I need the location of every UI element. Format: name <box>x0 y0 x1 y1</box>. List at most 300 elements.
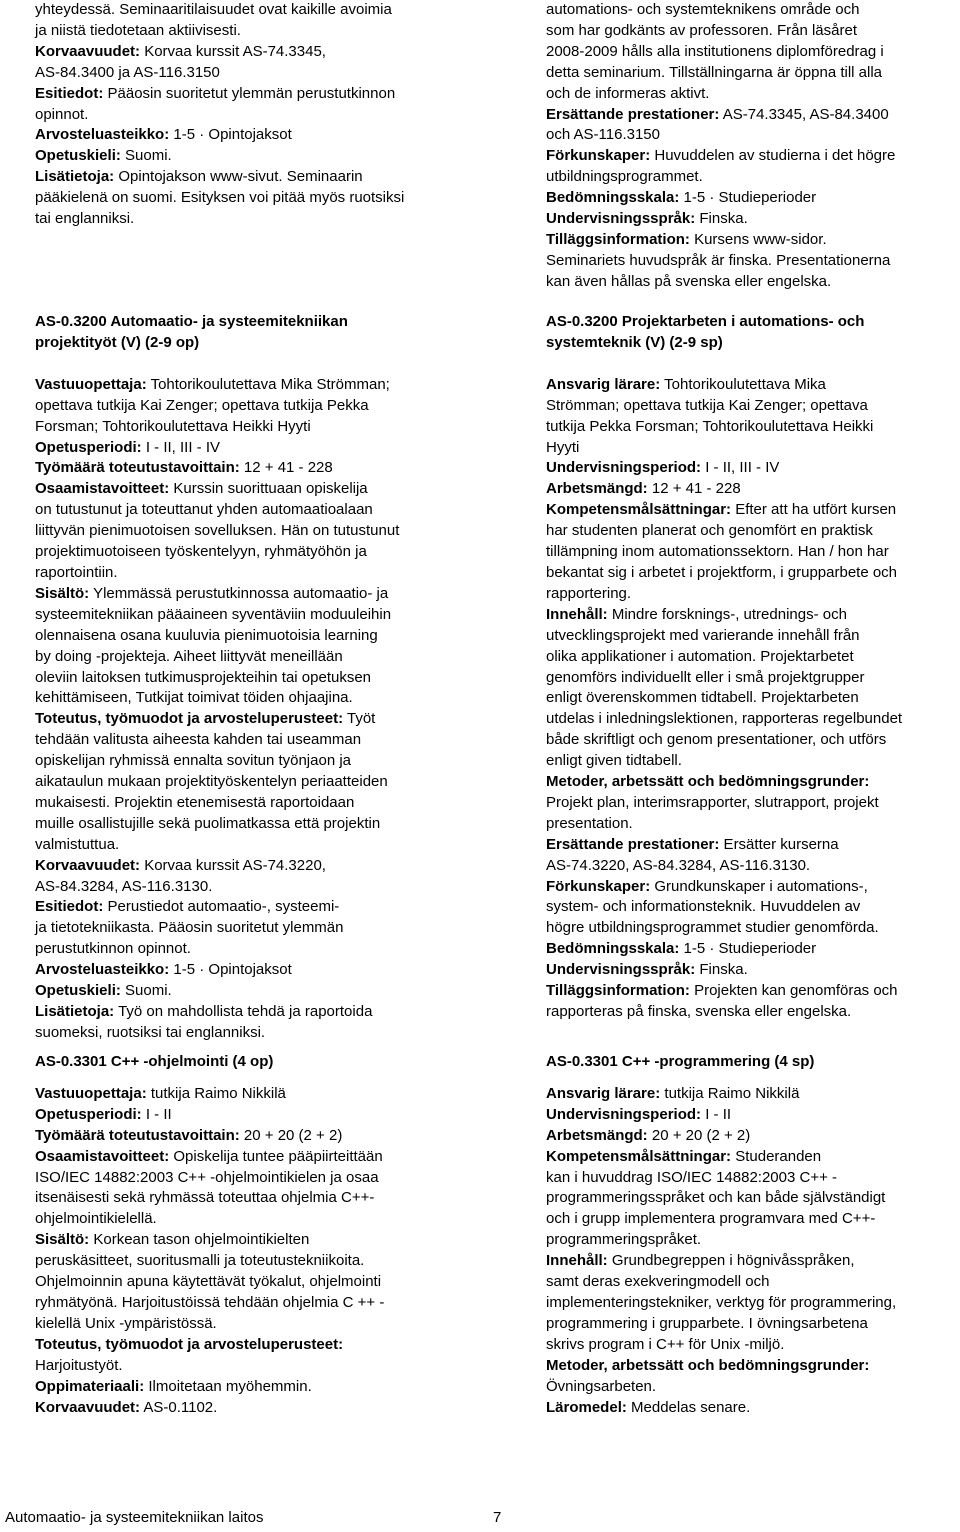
text-line <box>546 751 960 772</box>
field-text: opettava tutkija Kai Zenger; opettava tutkija Pekka <box>35 396 369 414</box>
field-label: Opetuskieli: <box>35 982 121 1000</box>
footer-department: Automaatio- ja systeemitekniikan laitos <box>5 1509 264 1526</box>
text-line <box>546 1377 960 1398</box>
page-number: 7 <box>493 1509 502 1526</box>
text-line <box>546 1251 960 1272</box>
text-line <box>546 146 960 167</box>
field-label: Lisätietoja: <box>35 1003 115 1020</box>
text-line <box>35 0 475 21</box>
field-text: Ersätter kurserna <box>719 835 839 853</box>
field-text: kielellä Unix -ympäristössä. <box>35 1314 217 1332</box>
field-text: Finska. <box>695 210 748 228</box>
text-line <box>35 981 475 1002</box>
course-title-line: AS-0.3301 C++ -ohjelmointi (4 op) <box>35 1053 274 1070</box>
field-text: itsenäisesti sekä ryhmässä toteuttaa ohjelmia C++- <box>35 1189 375 1207</box>
text-line <box>35 63 475 84</box>
text-line <box>546 1168 960 1189</box>
text-line <box>35 1105 475 1126</box>
text-line <box>35 209 475 230</box>
field-text: både skriftligt och genom presentationer, och utförs <box>546 731 887 749</box>
text-line <box>35 939 475 960</box>
field-text: AS-74.3220, AS-84.3284, AS-116.3130. <box>546 856 811 874</box>
text-line <box>546 84 960 105</box>
field-label: Innehåll: <box>546 605 608 623</box>
course-title <box>35 1052 475 1073</box>
text-line <box>35 1293 475 1314</box>
text-line <box>546 626 960 647</box>
course-description <box>35 1084 475 1419</box>
field-text: perustutkinnon opinnot. <box>35 940 191 958</box>
field-text: I - II <box>141 1105 172 1123</box>
field-label: Undervisningsspråk: <box>546 961 696 979</box>
text-line <box>546 981 960 1002</box>
text-line <box>546 1209 960 1230</box>
text-line <box>546 125 960 146</box>
field-text: rapportering. <box>546 584 632 602</box>
text-line <box>35 167 475 188</box>
field-text: kan även hållas på svenska eller engelska. <box>546 272 832 290</box>
field-label: Läromedel: <box>546 1398 627 1416</box>
text-line <box>35 584 475 605</box>
field-text: programmering i grupparbete. I övningsarbetena <box>546 1314 868 1332</box>
text-line <box>35 772 475 793</box>
text-line <box>35 960 475 981</box>
field-label: Opetusperiodi: <box>35 1105 142 1123</box>
field-text: mukaisesti. Projektin etenemisestä raportoidaan <box>35 793 355 811</box>
text-line <box>546 105 960 126</box>
field-label: Bedömningsskala: <box>546 940 680 958</box>
text-line <box>546 0 960 21</box>
right-top-block <box>546 0 960 293</box>
left-course-as-0-3200 <box>35 312 475 1044</box>
text-line <box>546 42 960 63</box>
text-line <box>35 1023 475 1044</box>
field-text: Hyyti <box>546 438 580 456</box>
field-label: Korvaavuudet: <box>35 1398 141 1416</box>
text-line <box>546 479 960 500</box>
field-text: Meddelas senare. <box>626 1398 751 1416</box>
text-line <box>35 563 475 584</box>
field-text: system- och informationsteknik. Huvuddelen av <box>546 898 861 916</box>
field-label: Förkunskaper: <box>546 147 651 165</box>
field-text: opinnot. <box>35 105 89 123</box>
field-text: implementeringstekniker, verktyg för programmering, <box>546 1293 897 1311</box>
field-text: muille osallistujille sekä puolimatkassa että projektin <box>35 814 381 832</box>
field-label: Ersättande prestationer: <box>546 835 720 853</box>
field-text: Harjoitustyöt. <box>35 1356 123 1374</box>
field-text: ISO/IEC 14882:2003 C++ -ohjelmointikielen ja osaa <box>35 1168 379 1186</box>
text-line <box>35 709 475 730</box>
field-label: Vastuuopettaja: <box>35 1084 147 1102</box>
text-line <box>35 835 475 856</box>
right-course-as-0-3301 <box>546 1052 960 1418</box>
field-text: Työt <box>343 710 376 728</box>
field-text: 1-5 · Opintojaksot <box>169 126 292 144</box>
course-title-line: AS-0.3200 Automaatio- ja systeemitekniikan <box>35 313 348 330</box>
text-line <box>35 1188 475 1209</box>
text-line <box>35 125 475 146</box>
field-text: tutkija Raimo Nikkilä <box>146 1084 286 1102</box>
text-line <box>546 793 960 814</box>
field-text: Ohjelmoinnin apuna käytettävät työkalut, ohjelmointi <box>35 1273 382 1291</box>
field-text: systeemitekniikan pääaineen syventäviin moduuleihin <box>35 605 392 623</box>
field-text: rapporteras på finska, svenska eller engelska. <box>546 1003 852 1020</box>
text-line <box>546 856 960 877</box>
text-line <box>35 1147 475 1168</box>
field-text: I - II, III - IV <box>141 438 221 456</box>
right-course-as-0-3200 <box>546 312 960 1023</box>
text-line <box>35 146 475 167</box>
text-line <box>35 1126 475 1147</box>
text-line <box>546 1002 960 1023</box>
field-text: 2008-2009 hålls alla institutionens diplomföredrag i <box>546 42 884 60</box>
field-text: 20 + 20 (2 + 2) <box>239 1126 343 1144</box>
field-text: genomförs individuellt eller i små projektgrupper <box>546 668 865 686</box>
field-text: tillämpning inom automationssektorn. Han / hon har <box>546 543 889 561</box>
field-label: Innehåll: <box>546 1252 608 1270</box>
field-text: utvecklingsprojekt med varierande innehåll från <box>546 626 860 644</box>
field-text: Mindre forsknings-, utrednings- och <box>607 605 847 623</box>
text-line <box>546 960 960 981</box>
field-label: Kompetensmålsättningar: <box>546 501 732 519</box>
text-line <box>546 1293 960 1314</box>
text-line <box>35 751 475 772</box>
field-text: AS-84.3400 ja AS-116.3150 <box>35 63 220 81</box>
text-line <box>546 251 960 272</box>
field-text: AS-74.3345, AS-84.3400 <box>719 105 889 123</box>
field-text: Perustiedot automaatio-, systeemi- <box>103 898 340 916</box>
text-line <box>546 1356 960 1377</box>
field-label: Opetusperiodi: <box>35 438 142 456</box>
field-text: 1-5 · Opintojaksot <box>169 961 292 979</box>
text-line <box>546 230 960 251</box>
text-line <box>35 500 475 521</box>
field-label: Lisätietoja: <box>35 168 115 186</box>
field-text: utbildningsprogrammet. <box>546 168 703 186</box>
text-line <box>35 21 475 42</box>
field-text: Strömman; opettava tutkija Kai Zenger; opettava <box>546 396 868 414</box>
field-text: aikataulun mukaan projektityöskentelyn periaatteiden <box>35 773 388 791</box>
field-text: Opiskelija tuntee pääpiirteittään <box>169 1147 383 1165</box>
text-line <box>546 167 960 188</box>
field-label: Esitiedot: <box>35 84 104 102</box>
text-line <box>35 605 475 626</box>
field-text: presentation. <box>546 814 633 832</box>
text-line <box>35 396 475 417</box>
field-text: pääkielenä on suomi. Esityksen voi pitää myös ruotsiksi <box>35 189 405 207</box>
field-text: utdelas i inledningslektionen, rapporteras regelbundet <box>546 710 903 728</box>
text-line <box>35 438 475 459</box>
field-text: projektimuotoiseen työskentelyyn, ryhmätyöhön ja <box>35 543 367 561</box>
text-line <box>546 772 960 793</box>
left-course-as-0-3301 <box>35 1052 475 1418</box>
left-top-block <box>35 0 475 230</box>
text-line <box>35 521 475 542</box>
text-line <box>546 1398 960 1419</box>
text-line <box>35 1084 475 1105</box>
text-line <box>546 417 960 438</box>
field-text: olennaisena osana kuuluvia pienimuotoisia learning <box>35 626 378 644</box>
field-label: Metoder, arbetssätt och bedömningsgrunder: <box>546 773 870 791</box>
course-title-line: projektityöt (V) (2-9 op) <box>35 333 200 351</box>
text-line <box>35 1335 475 1356</box>
text-line <box>35 1356 475 1377</box>
field-text: automations- och systemteknikens område och <box>546 1 860 18</box>
field-label: Osaamistavoitteet: <box>35 480 170 498</box>
text-line <box>35 688 475 709</box>
text-line <box>546 272 960 293</box>
text-line <box>35 1272 475 1293</box>
field-label: Oppimateriaali: <box>35 1377 145 1395</box>
field-text: valmistuttua. <box>35 835 120 853</box>
field-label: Ansvarig lärare: <box>546 1084 661 1102</box>
field-text: programmeringspråket. <box>546 1231 702 1249</box>
field-text: Kurssin suorittuaan opiskelija <box>169 480 368 498</box>
text-line <box>546 1314 960 1335</box>
text-line <box>546 1335 960 1356</box>
text-line <box>546 1272 960 1293</box>
text-line <box>546 375 960 396</box>
course-description <box>546 375 960 1023</box>
text-line <box>546 877 960 898</box>
field-text: AS-0.1102. <box>140 1398 218 1416</box>
field-text: enligt överenskommen tidtabell. Projektarbeten <box>546 689 859 707</box>
field-text: Pääosin suoritetut ylemmän perustutkinnon <box>103 84 396 102</box>
field-text: kan i huvuddrag ISO/IEC 14882:2003 C++ - <box>546 1168 838 1186</box>
field-text: högre utbildningsprogrammet studier genomförda. <box>546 919 879 937</box>
field-text: detta seminarium. Tillställningarna är öppna till alla <box>546 63 883 81</box>
field-text: ohjelmointikielellä. <box>35 1210 157 1228</box>
field-text: Korkean tason ohjelmointikielten <box>89 1231 310 1249</box>
text-line <box>546 500 960 521</box>
field-label: Förkunskaper: <box>546 877 651 895</box>
text-line <box>546 709 960 730</box>
field-text: Ylemmässä perustutkinnossa automaatio- ja <box>89 584 389 602</box>
field-text: Projekt plan, interimsrapporter, slutrapport, projekt <box>546 793 879 811</box>
text-line <box>35 647 475 668</box>
text-line <box>546 1105 960 1126</box>
field-text: 12 + 41 - 228 <box>239 459 333 477</box>
text-line <box>35 417 475 438</box>
field-text: I - II <box>701 1105 732 1123</box>
field-text: Suomi. <box>120 147 172 165</box>
field-text: suomeksi, ruotsiksi tai englanniksi. <box>35 1023 266 1041</box>
field-label: Arbetsmängd: <box>546 1126 648 1144</box>
field-label: Arvosteluasteikko: <box>35 126 170 144</box>
field-label: Sisältö: <box>35 1231 90 1249</box>
field-text: by doing -projekteja. Aiheet liittyvät meneillään <box>35 647 343 665</box>
field-label: Korvaavuudet: <box>35 42 141 60</box>
field-text: Tohtorikoulutettava Mika <box>660 375 826 393</box>
course-description <box>35 375 475 1044</box>
text-line <box>35 1398 475 1419</box>
field-text: ja niistä tiedotetaan aktiivisesti. <box>35 21 241 39</box>
field-label: Vastuuopettaja: <box>35 375 147 393</box>
text-line <box>546 1188 960 1209</box>
field-label: Toteutus, työmuodot ja arvosteluperusteet: <box>35 1335 344 1353</box>
text-line <box>35 84 475 105</box>
field-text: ryhmätyönä. Harjoitustöissä tehdään ohjelmia C ++ - <box>35 1293 385 1311</box>
field-label: Ersättande prestationer: <box>546 105 720 123</box>
text-line <box>546 542 960 563</box>
text-line <box>35 877 475 898</box>
field-text: Finska. <box>695 961 748 979</box>
field-text: Forsman; Tohtorikoulutettava Heikki Hyyti <box>35 417 311 435</box>
field-label: Osaamistavoitteet: <box>35 1147 170 1165</box>
text-line <box>546 438 960 459</box>
field-text: samt deras exekveringmodell och <box>546 1273 770 1291</box>
text-line <box>546 605 960 626</box>
field-text: tutkija Pekka Forsman; Tohtorikoulutettava Heikki <box>546 417 874 435</box>
field-text: tai englanniksi. <box>35 210 135 228</box>
field-text: Huvuddelen av studierna i det högre <box>650 147 896 165</box>
text-line <box>35 1377 475 1398</box>
text-line <box>35 42 475 63</box>
field-label: Undervisningsperiod: <box>546 1105 702 1123</box>
field-label: Korvaavuudet: <box>35 856 141 874</box>
text-line <box>35 668 475 689</box>
text-line <box>546 21 960 42</box>
course-title-line: AS-0.3301 C++ -programmering (4 sp) <box>546 1053 815 1070</box>
field-label: Tilläggsinformation: <box>546 982 690 1000</box>
field-text: Tohtorikoulutettava Mika Strömman; <box>146 375 390 393</box>
text-line <box>35 1002 475 1023</box>
field-text: Suomi. <box>120 982 172 1000</box>
field-label: Metoder, arbetssätt och bedömningsgrunder: <box>546 1356 870 1374</box>
text-line <box>35 918 475 939</box>
field-label: Arvosteluasteikko: <box>35 961 170 979</box>
course-description <box>546 1084 960 1419</box>
field-text: Kursens www-sidor. <box>689 230 827 248</box>
text-line <box>546 521 960 542</box>
text-line <box>35 730 475 751</box>
field-text: Opintojakson www-sivut. Seminaarin <box>114 168 363 186</box>
field-text: skrivs program i C++ för Unix -miljö. <box>546 1335 785 1353</box>
text-line <box>35 1168 475 1189</box>
text-line <box>35 1209 475 1230</box>
text-line <box>35 105 475 126</box>
field-text: bekantat sig i arbetet i projektform, i grupparbete och <box>546 563 898 581</box>
field-label: Arbetsmängd: <box>546 480 648 498</box>
text-line <box>546 730 960 751</box>
field-text: raportointiin. <box>35 563 118 581</box>
field-text: Korvaa kurssit AS-74.3345, <box>140 42 326 60</box>
text-line <box>546 584 960 605</box>
text-line <box>546 396 960 417</box>
text-line <box>35 188 475 209</box>
text-line <box>546 458 960 479</box>
field-text: Projekten kan genomföras och <box>689 982 898 1000</box>
field-text: Övningsarbeten. <box>546 1377 657 1395</box>
text-line <box>35 1251 475 1272</box>
text-line <box>546 1126 960 1147</box>
field-label: Sisältö: <box>35 584 90 602</box>
field-text: Studeranden <box>731 1147 822 1165</box>
field-text: 20 + 20 (2 + 2) <box>647 1126 751 1144</box>
field-label: Työmäärä toteutustavoittain: <box>35 459 240 477</box>
field-label: Tilläggsinformation: <box>546 230 690 248</box>
text-line <box>546 188 960 209</box>
course-title-line: systemteknik (V) (2-9 sp) <box>546 333 723 351</box>
field-text: kehittämiseen, Tutkijat toimivat töiden ohjaajina. <box>35 689 353 707</box>
text-line <box>546 918 960 939</box>
text-line <box>35 375 475 396</box>
field-text: oleviin laitoksen tutkimusprojekteihin tai opetuksen <box>35 668 372 686</box>
text-line <box>546 209 960 230</box>
field-text: tehdään valitusta aiheesta kahden tai useamman <box>35 731 362 749</box>
course-title <box>35 312 475 354</box>
field-text: har studenten planerat och genomfört en praktisk <box>546 522 873 540</box>
field-label: Toteutus, työmuodot ja arvosteluperusteet: <box>35 710 344 728</box>
text-line <box>546 63 960 84</box>
text-line <box>35 1314 475 1335</box>
text-line <box>546 647 960 668</box>
text-line <box>546 897 960 918</box>
field-text: liittyvän pienimuotoisen sovelluksen. Hän on tutustunut <box>35 522 400 540</box>
text-line <box>546 939 960 960</box>
field-text: och de informeras aktivt. <box>546 84 710 102</box>
field-label: Työmäärä toteutustavoittain: <box>35 1126 240 1144</box>
field-text: och i grupp implementera programvara med C++- <box>546 1210 876 1228</box>
field-text: Seminariets huvudspråk är finska. Presentationerna <box>546 251 891 269</box>
text-line <box>35 626 475 647</box>
field-text: som har godkänts av professoren. Från läsåret <box>546 21 857 39</box>
field-text: Työ on mahdollista tehdä ja raportoida <box>114 1003 373 1020</box>
text-line <box>546 835 960 856</box>
field-text: olika applikationer i automation. Projektarbetet <box>546 647 854 665</box>
text-line <box>35 542 475 563</box>
field-text: och AS-116.3150 <box>546 126 660 144</box>
field-text: 1-5 · Studieperioder <box>679 189 817 207</box>
text-line <box>35 897 475 918</box>
text-line <box>35 814 475 835</box>
course-title-line: AS-0.3200 Projektarbeten i automations- och <box>546 313 865 330</box>
text-line <box>546 563 960 584</box>
field-label: Undervisningsspråk: <box>546 210 696 228</box>
field-text: tutkija Raimo Nikkilä <box>660 1084 800 1102</box>
field-text: 1-5 · Studieperioder <box>679 940 817 958</box>
text-line <box>546 1147 960 1168</box>
field-text: I - II, III - IV <box>701 459 780 477</box>
text-line <box>35 793 475 814</box>
text-line <box>35 458 475 479</box>
field-text: peruskäsitteet, suoritusmalli ja toteutustekniikoita. <box>35 1252 365 1270</box>
field-text: Ilmoitetaan myöhemmin. <box>144 1377 312 1395</box>
course-title <box>546 1052 960 1073</box>
field-text: enligt given tidtabell. <box>546 752 682 770</box>
field-text: ja tietotekniikasta. Pääosin suoritetut ylemmän <box>35 919 344 937</box>
field-label: Ansvarig lärare: <box>546 375 661 393</box>
course-title <box>546 312 960 354</box>
field-text: on tutustunut ja toteuttanut yhden automaatioalaan <box>35 501 373 519</box>
field-label: Esitiedot: <box>35 898 104 916</box>
field-label: Opetuskieli: <box>35 147 121 165</box>
text-line <box>546 688 960 709</box>
text-line <box>35 856 475 877</box>
field-text: Efter att ha utfört kursen <box>731 501 897 519</box>
field-text: Grundkunskaper i automations-, <box>650 877 868 895</box>
field-label: Kompetensmålsättningar: <box>546 1147 732 1165</box>
field-label: Undervisningsperiod: <box>546 459 702 477</box>
field-text: Korvaa kurssit AS-74.3220, <box>140 856 326 874</box>
field-text: AS-84.3284, AS-116.3130. <box>35 877 213 895</box>
field-label: Bedömningsskala: <box>546 189 680 207</box>
field-text: opiskelijan ryhmissä ennalta sovitun työnjaon ja <box>35 752 352 770</box>
field-text: Grundbegreppen i högnivåsspråken, <box>607 1252 855 1270</box>
text-line <box>546 1230 960 1251</box>
text-line <box>35 1230 475 1251</box>
field-text: yhteydessä. Seminaaritilaisuudet ovat kaikille avoimia <box>35 1 392 18</box>
